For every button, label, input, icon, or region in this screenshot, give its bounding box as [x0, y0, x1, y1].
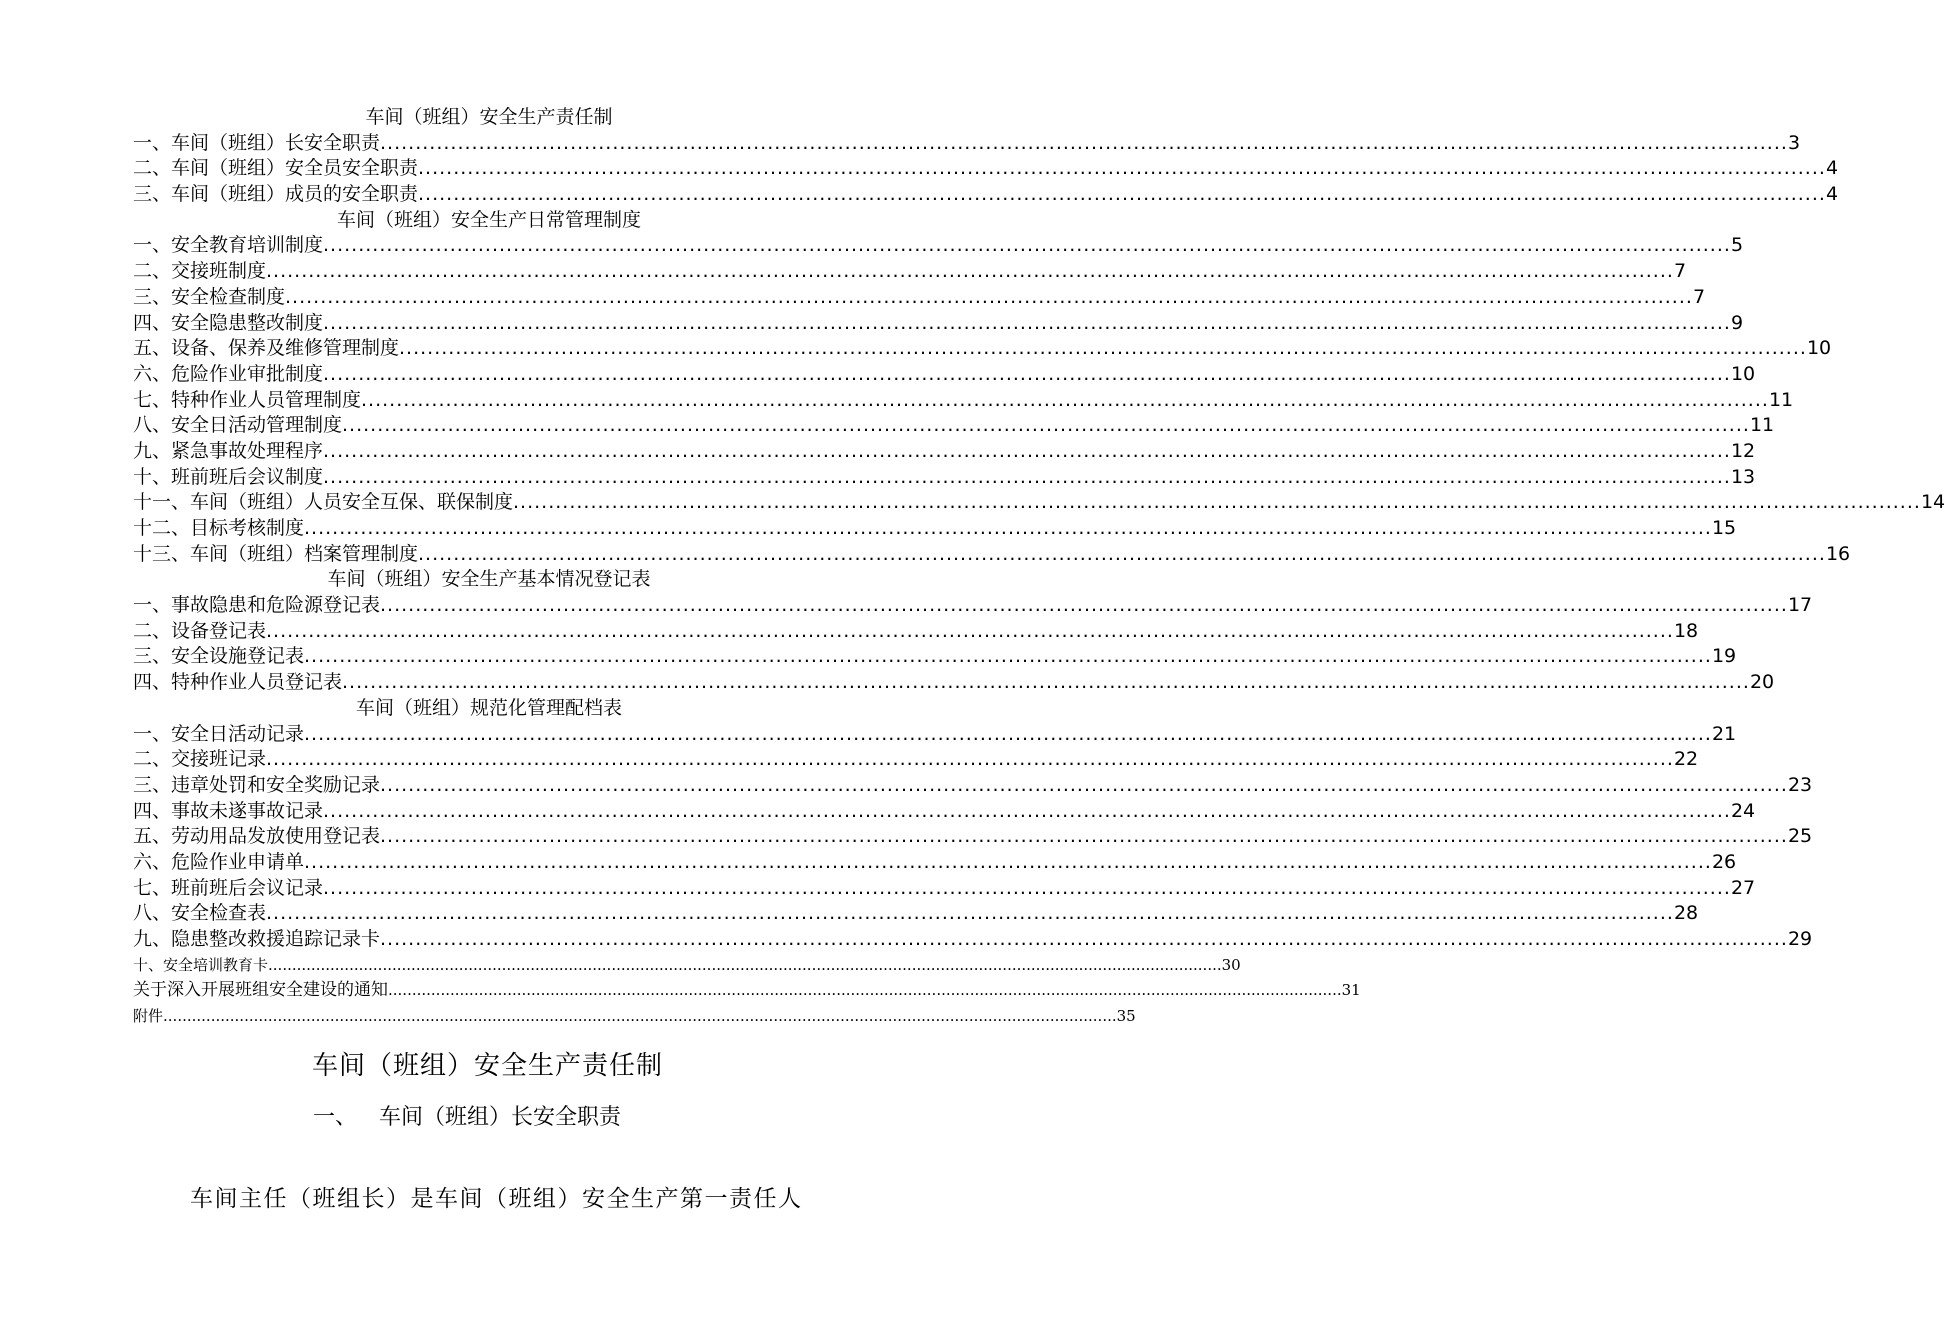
dot-leader: ........................................................................................................................................................................................................	[323, 799, 1731, 822]
toc-entry-label: 二、设备登记表	[133, 619, 267, 642]
toc-entry-label: 七、特种作业人员管理制度	[133, 388, 362, 411]
toc-entry-page: 25	[1787, 825, 1813, 848]
toc-entry-page: 28	[1673, 902, 1699, 925]
toc-section-heading: 车间（班组）安全生产日常管理制度	[336, 208, 641, 231]
dot-leader: ........................................................................................................................................................................................................	[304, 517, 1712, 539]
dot-leader: ........................................................................................................................................................................................................	[323, 234, 1731, 257]
toc-entry-page: 16	[1825, 542, 1851, 565]
toc-entry[interactable]	[133, 670, 1775, 696]
toc-entry-page: 5	[1730, 234, 1744, 257]
toc-entry-label: 九、紧急事故处理程序	[133, 439, 324, 462]
body-paragraph: 车间主任（班组长）是车间（班组）安全生产第一责任人	[190, 1186, 803, 1212]
dot-leader: ........................................................................................................................................................................................................	[380, 131, 1788, 154]
dot-leader: ........................................................................................................................................................................................................	[361, 388, 1769, 411]
toc-entry-page: 12	[1730, 439, 1756, 462]
dot-leader: ........................................................................................................................................................................................................	[323, 311, 1731, 334]
toc-entry[interactable]	[133, 850, 1737, 876]
toc-entry-page: 11	[1768, 388, 1794, 411]
dot-leader: ........................................................................................................................................................................................................	[323, 439, 1731, 462]
toc-entry[interactable]	[133, 644, 1737, 670]
toc-entry-page: 19	[1711, 645, 1737, 668]
toc-entry[interactable]	[133, 953, 1241, 979]
dot-leader: ........................................................................................................................................................................................................	[418, 542, 1826, 565]
toc-entry[interactable]	[133, 619, 1699, 645]
toc-entry-label: 四、事故未遂事故记录	[133, 799, 324, 822]
toc-entry[interactable]	[133, 876, 1756, 902]
dot-leader: ........................................................................................................................................................................................................	[304, 850, 1712, 873]
toc-entry-page: 20	[1749, 671, 1775, 694]
toc-entry[interactable]	[133, 311, 1744, 337]
toc-entry-page: 4	[1825, 157, 1839, 180]
toc-entry-page: 26	[1711, 850, 1737, 873]
dot-leader: ........................................................................................................................................................................................................	[323, 465, 1731, 488]
toc-entry-page: 17	[1787, 594, 1813, 617]
toc-entry-page: 10	[1806, 337, 1832, 360]
toc-entry-label: 二、车间（班组）安全员安全职责	[133, 157, 419, 180]
dot-leader: ........................................................................................................................................................................................................	[304, 645, 1712, 668]
toc-entry-label: 三、违章处罚和安全奖励记录	[133, 773, 381, 796]
dot-leader: ........................................................................................................................................................................................................	[342, 671, 1750, 694]
dot-leader: ........................................................................................................................................................................................................	[323, 362, 1731, 385]
toc-section-heading: 车间（班组）安全生产基本情况登记表	[327, 568, 651, 591]
toc-entry-label: 一、安全教育培训制度	[133, 234, 324, 257]
toc-entry-page: 3	[1787, 131, 1801, 154]
toc-entry[interactable]	[133, 413, 1775, 439]
dot-leader: ........................................................................................................................................................................................................	[380, 825, 1788, 848]
toc-entry-page: 13	[1730, 465, 1756, 488]
dot-leader: ........................................................................................................................................................................................................	[388, 981, 1342, 1000]
dot-leader: ........................................................................................................................................................................................................	[513, 491, 1921, 514]
toc-entry-page: 9	[1730, 311, 1744, 334]
dot-leader: ........................................................................................................................................................................................................	[266, 902, 1674, 925]
toc-entry-page: 14	[1920, 491, 1945, 514]
toc-entry-label: 四、特种作业人员登记表	[133, 671, 343, 694]
toc-entry-page: 21	[1711, 722, 1737, 745]
toc-entry-label: 六、危险作业审批制度	[133, 362, 324, 385]
toc-entry-label: 关于深入开展班组安全建设的通知	[133, 980, 388, 1001]
dot-leader: ........................................................................................................................................................................................................	[342, 414, 1750, 437]
toc-entry-page: 22	[1673, 748, 1699, 771]
toc-entry-page: 24	[1730, 799, 1756, 822]
toc-entry-page: 7	[1673, 260, 1687, 283]
dot-leader: ........................................................................................................................................................................................................	[380, 594, 1788, 617]
toc-entry-label: 一、安全日活动记录	[133, 722, 305, 745]
toc-entry-label: 五、劳动用品发放使用登记表	[133, 825, 381, 848]
toc-entry-label: 四、安全隐患整改制度	[133, 311, 324, 334]
toc-entry[interactable]	[133, 182, 1839, 208]
toc-entry-label: 三、安全设施登记表	[133, 645, 305, 668]
toc-entry-label: 附件	[133, 1007, 164, 1026]
toc-entry[interactable]	[133, 799, 1756, 825]
toc-entry[interactable]	[133, 722, 1737, 748]
dot-leader: ........................................................................................................................................................................................................	[418, 157, 1826, 180]
toc-entry[interactable]	[133, 927, 1813, 953]
toc-entry[interactable]	[133, 978, 1361, 1004]
toc-entry[interactable]	[133, 131, 1801, 157]
toc-entry[interactable]	[133, 336, 1832, 362]
dot-leader: ........................................................................................................................................................................................................	[266, 619, 1674, 642]
dot-leader: ........................................................................................................................................................................................................	[418, 183, 1826, 206]
toc-entry-label: 六、危险作业申请单	[133, 850, 305, 873]
toc-entry[interactable]	[133, 156, 1839, 182]
dot-leader: ........................................................................................................................................................................................................	[399, 337, 1807, 360]
toc-entry[interactable]	[133, 465, 1756, 491]
dot-leader: ........................................................................................................................................................................................................	[380, 928, 1788, 950]
toc-entry[interactable]	[133, 542, 1851, 568]
toc-entry[interactable]	[133, 285, 1706, 311]
toc-entry-label: 十三、车间（班组）档案管理制度	[133, 542, 419, 565]
dot-leader: ........................................................................................................................................................................................................	[266, 260, 1674, 283]
toc-entry-label: 一、事故隐患和危险源登记表	[133, 594, 381, 617]
dot-leader: ........................................................................................................................................................................................................	[266, 748, 1674, 771]
toc-entry-page: 35	[1116, 1007, 1136, 1026]
toc-entry-label: 八、安全日活动管理制度	[133, 414, 343, 437]
toc-entry-label: 二、交接班记录	[133, 748, 267, 771]
toc-entry-label: 十、安全培训教育卡	[133, 955, 269, 974]
dot-leader: ........................................................................................................................................................................................................	[285, 285, 1693, 308]
toc-entry-page: 4	[1825, 183, 1839, 206]
toc-entry-label: 九、隐患整改救援追踪记录卡	[133, 928, 381, 950]
dot-leader: ........................................................................................................................................................................................................	[163, 1007, 1117, 1026]
toc-section-heading: 车间（班组）规范化管理配档表	[355, 696, 622, 719]
toc-entry[interactable]	[133, 773, 1813, 799]
table-of-contents	[133, 105, 1945, 1030]
toc-entry[interactable]	[133, 439, 1756, 465]
toc-entry[interactable]	[133, 901, 1699, 927]
toc-entry-label: 七、班前班后会议记录	[133, 876, 324, 899]
toc-entry-page: 23	[1787, 773, 1813, 796]
toc-entry-page: 15	[1711, 517, 1737, 539]
toc-entry-label: 三、安全检查制度	[133, 285, 286, 308]
toc-entry-page: 11	[1749, 414, 1775, 437]
toc-entry-label: 十一、车间（班组）人员安全互保、联保制度	[133, 491, 514, 514]
toc-entry-label: 一、车间（班组）长安全职责	[133, 131, 381, 154]
toc-section-heading: 车间（班组）安全生产责任制	[365, 106, 613, 128]
toc-entry[interactable]	[133, 593, 1813, 619]
toc-entry[interactable]	[133, 388, 1794, 414]
toc-entry-page: 10	[1730, 362, 1756, 385]
toc-entry[interactable]	[133, 747, 1699, 773]
toc-entry[interactable]	[133, 824, 1813, 850]
toc-entry-page: 18	[1673, 619, 1699, 642]
toc-entry-label: 三、车间（班组）成员的安全职责	[133, 183, 419, 206]
dot-leader: ........................................................................................................................................................................................................	[323, 876, 1731, 899]
toc-entry-label: 十、班前班后会议制度	[133, 465, 324, 488]
subheading-number: 一、	[313, 1105, 358, 1130]
toc-entry-page: 29	[1787, 928, 1813, 950]
dot-leader: ........................................................................................................................................................................................................	[304, 722, 1712, 745]
dot-leader: ........................................................................................................................................................................................................	[268, 955, 1222, 974]
toc-entry-page: 31	[1341, 981, 1361, 1000]
subheading-text: 车间（班组）长安全职责	[379, 1105, 622, 1130]
toc-entry-label: 二、交接班制度	[133, 260, 267, 283]
toc-entry-label: 八、安全检查表	[133, 902, 267, 925]
toc-entry[interactable]	[133, 233, 1744, 259]
toc-entry-label: 五、设备、保养及维修管理制度	[133, 337, 400, 360]
toc-entry[interactable]	[133, 490, 1945, 516]
toc-entry-page: 7	[1692, 285, 1706, 308]
toc-entry[interactable]	[133, 362, 1756, 388]
toc-entry[interactable]	[133, 1004, 1136, 1030]
toc-entry[interactable]	[133, 516, 1737, 542]
dot-leader: ........................................................................................................................................................................................................	[380, 773, 1788, 796]
toc-entry[interactable]	[133, 259, 1687, 285]
toc-entry-label: 十二、目标考核制度	[133, 517, 305, 539]
toc-entry-page: 30	[1221, 955, 1241, 974]
toc-entry-page: 27	[1730, 876, 1756, 899]
body-subheading	[313, 1100, 621, 1131]
body-title: 车间（班组）安全生产责任制	[311, 1051, 663, 1081]
